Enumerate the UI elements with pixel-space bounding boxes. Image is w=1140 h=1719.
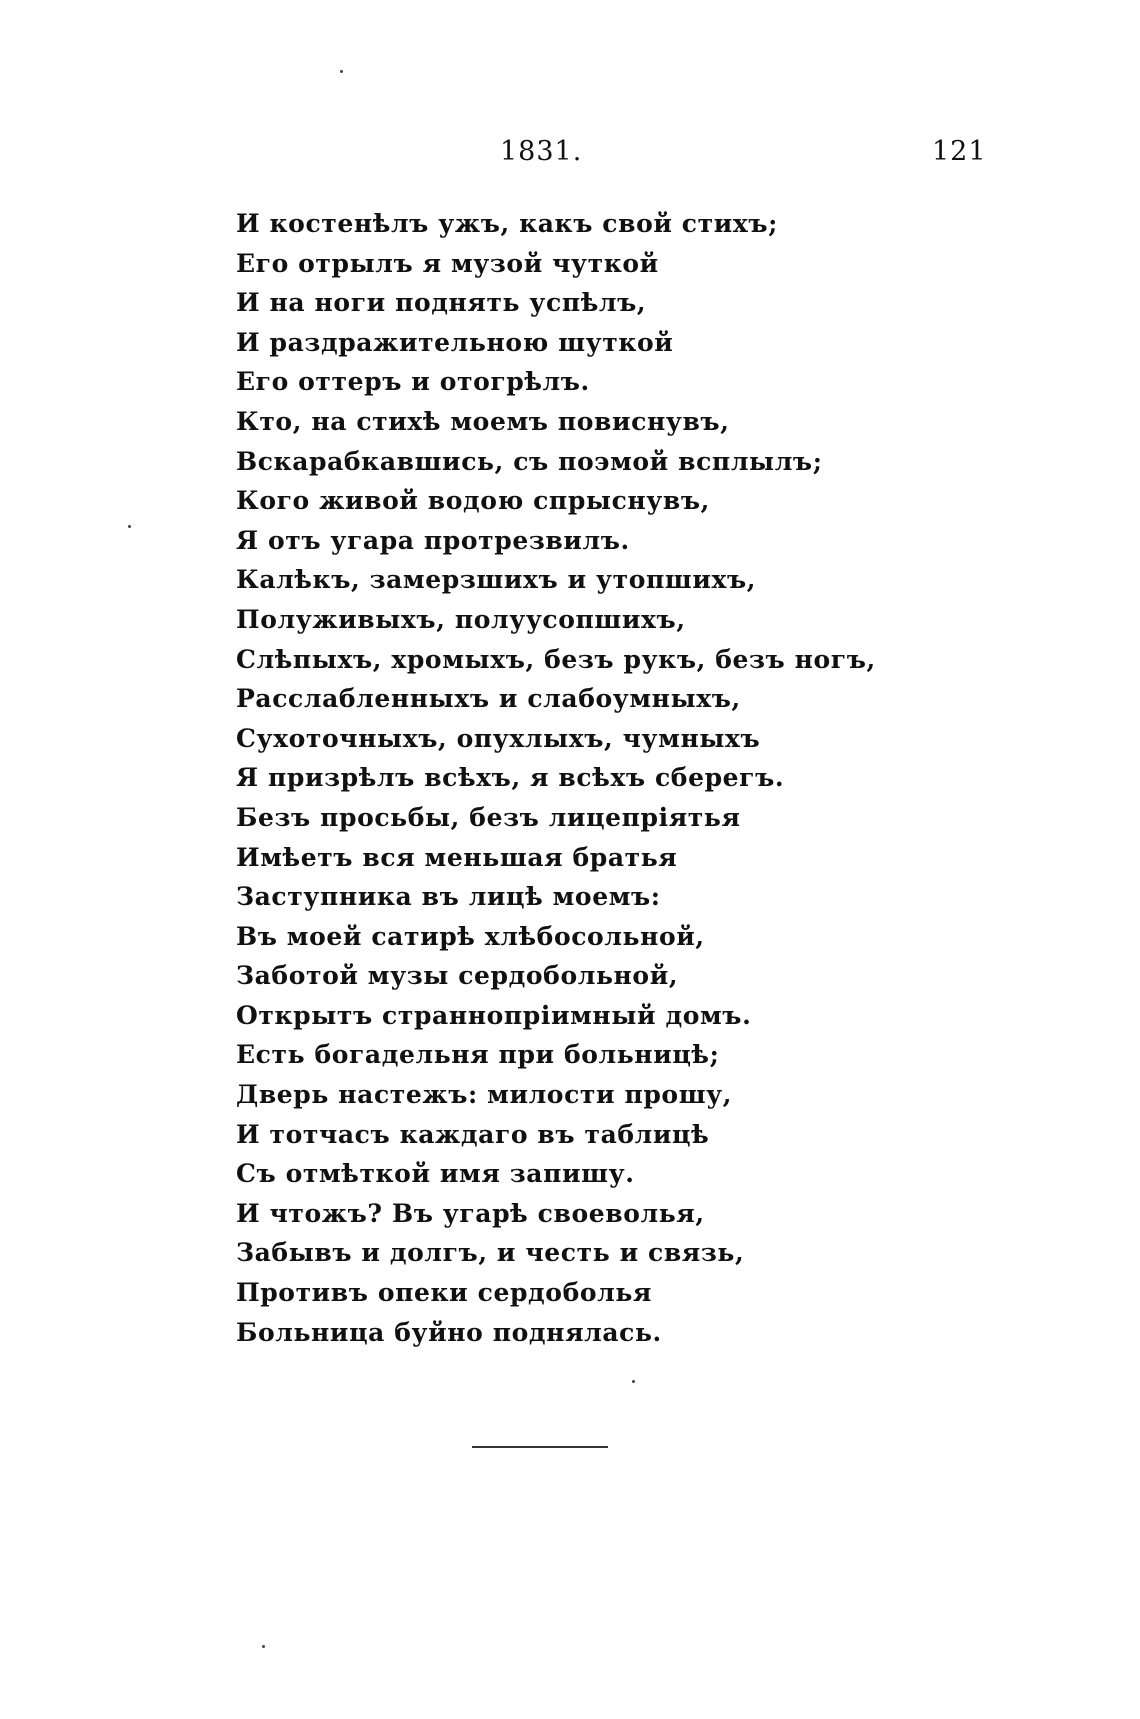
poem-line: Есть богадельня при больницѣ;	[236, 1040, 720, 1070]
poem-line: И костенѣлъ ужъ, какъ свой стихъ;	[236, 209, 778, 238]
poem-line: Полуживыхъ, полуусопшихъ,	[236, 604, 686, 634]
poem-line: Безъ просьбы, безъ лицепріятья	[236, 802, 741, 832]
poem-line: Въ моей сатирѣ хлѣбосольной,	[236, 921, 705, 951]
poem-line: Сухоточныхъ, опухлыхъ, чумныхъ	[236, 723, 761, 753]
poem-line: Кто, на стихѣ моемъ повиснувъ,	[236, 406, 730, 436]
poem-line: Его отрылъ я музой чуткой	[236, 248, 659, 278]
poem-line: Его оттеръ и отогрѣлъ.	[236, 367, 590, 397]
poem-line: И чтожъ? Въ угарѣ своеволья,	[236, 1198, 705, 1228]
poem-line: Я призрѣлъ всѣхъ, я всѣхъ сберегъ.	[236, 763, 785, 793]
poem-text	[236, 204, 956, 1352]
print-speck	[262, 1645, 265, 1648]
print-speck	[128, 525, 131, 528]
print-speck	[632, 1380, 635, 1383]
header-year: 1831.	[500, 136, 583, 167]
section-divider	[472, 1446, 608, 1448]
poem-line: Заботой музы сердобольной,	[236, 961, 679, 991]
print-speck	[340, 70, 343, 73]
poem-line: Слѣпыхъ, хромыхъ, безъ рукъ, безъ ногъ,	[236, 644, 876, 674]
poem-line: Дверь настежъ: милости прошу,	[236, 1080, 733, 1110]
poem-line: Забывъ и долгъ, и честь и связь,	[236, 1238, 745, 1268]
poem-line: Я отъ угара протрезвилъ.	[236, 525, 630, 555]
page-number: 121	[932, 136, 987, 167]
poem-line: Противъ опеки сердоболья	[236, 1278, 652, 1308]
poem-line: Открытъ страннопріимный домъ.	[236, 1000, 752, 1030]
poem-line: Калѣкъ, замерзшихъ и утопшихъ,	[236, 565, 757, 595]
poem-line: И тотчасъ каждаго въ таблицѣ	[236, 1119, 710, 1149]
poem-line: И раздражительною шуткой	[236, 327, 674, 357]
running-header	[0, 136, 1140, 176]
poem-line: Расслабленныхъ и слабоумныхъ,	[236, 684, 741, 714]
poem-line: Заступника въ лицѣ моемъ:	[236, 882, 661, 912]
poem-line: И на ноги поднять успѣлъ,	[236, 288, 647, 318]
poem-line: Имѣетъ вся меньшая братья	[236, 842, 678, 872]
poem-line: Больница буйно поднялась.	[236, 1317, 662, 1347]
poem-line: Кого живой водою спрыснувъ,	[236, 486, 710, 516]
poem-line: Вскарабкавшись, съ поэмой всплылъ;	[236, 446, 823, 476]
poem-line: Съ отмѣткой имя запишу.	[236, 1159, 635, 1189]
